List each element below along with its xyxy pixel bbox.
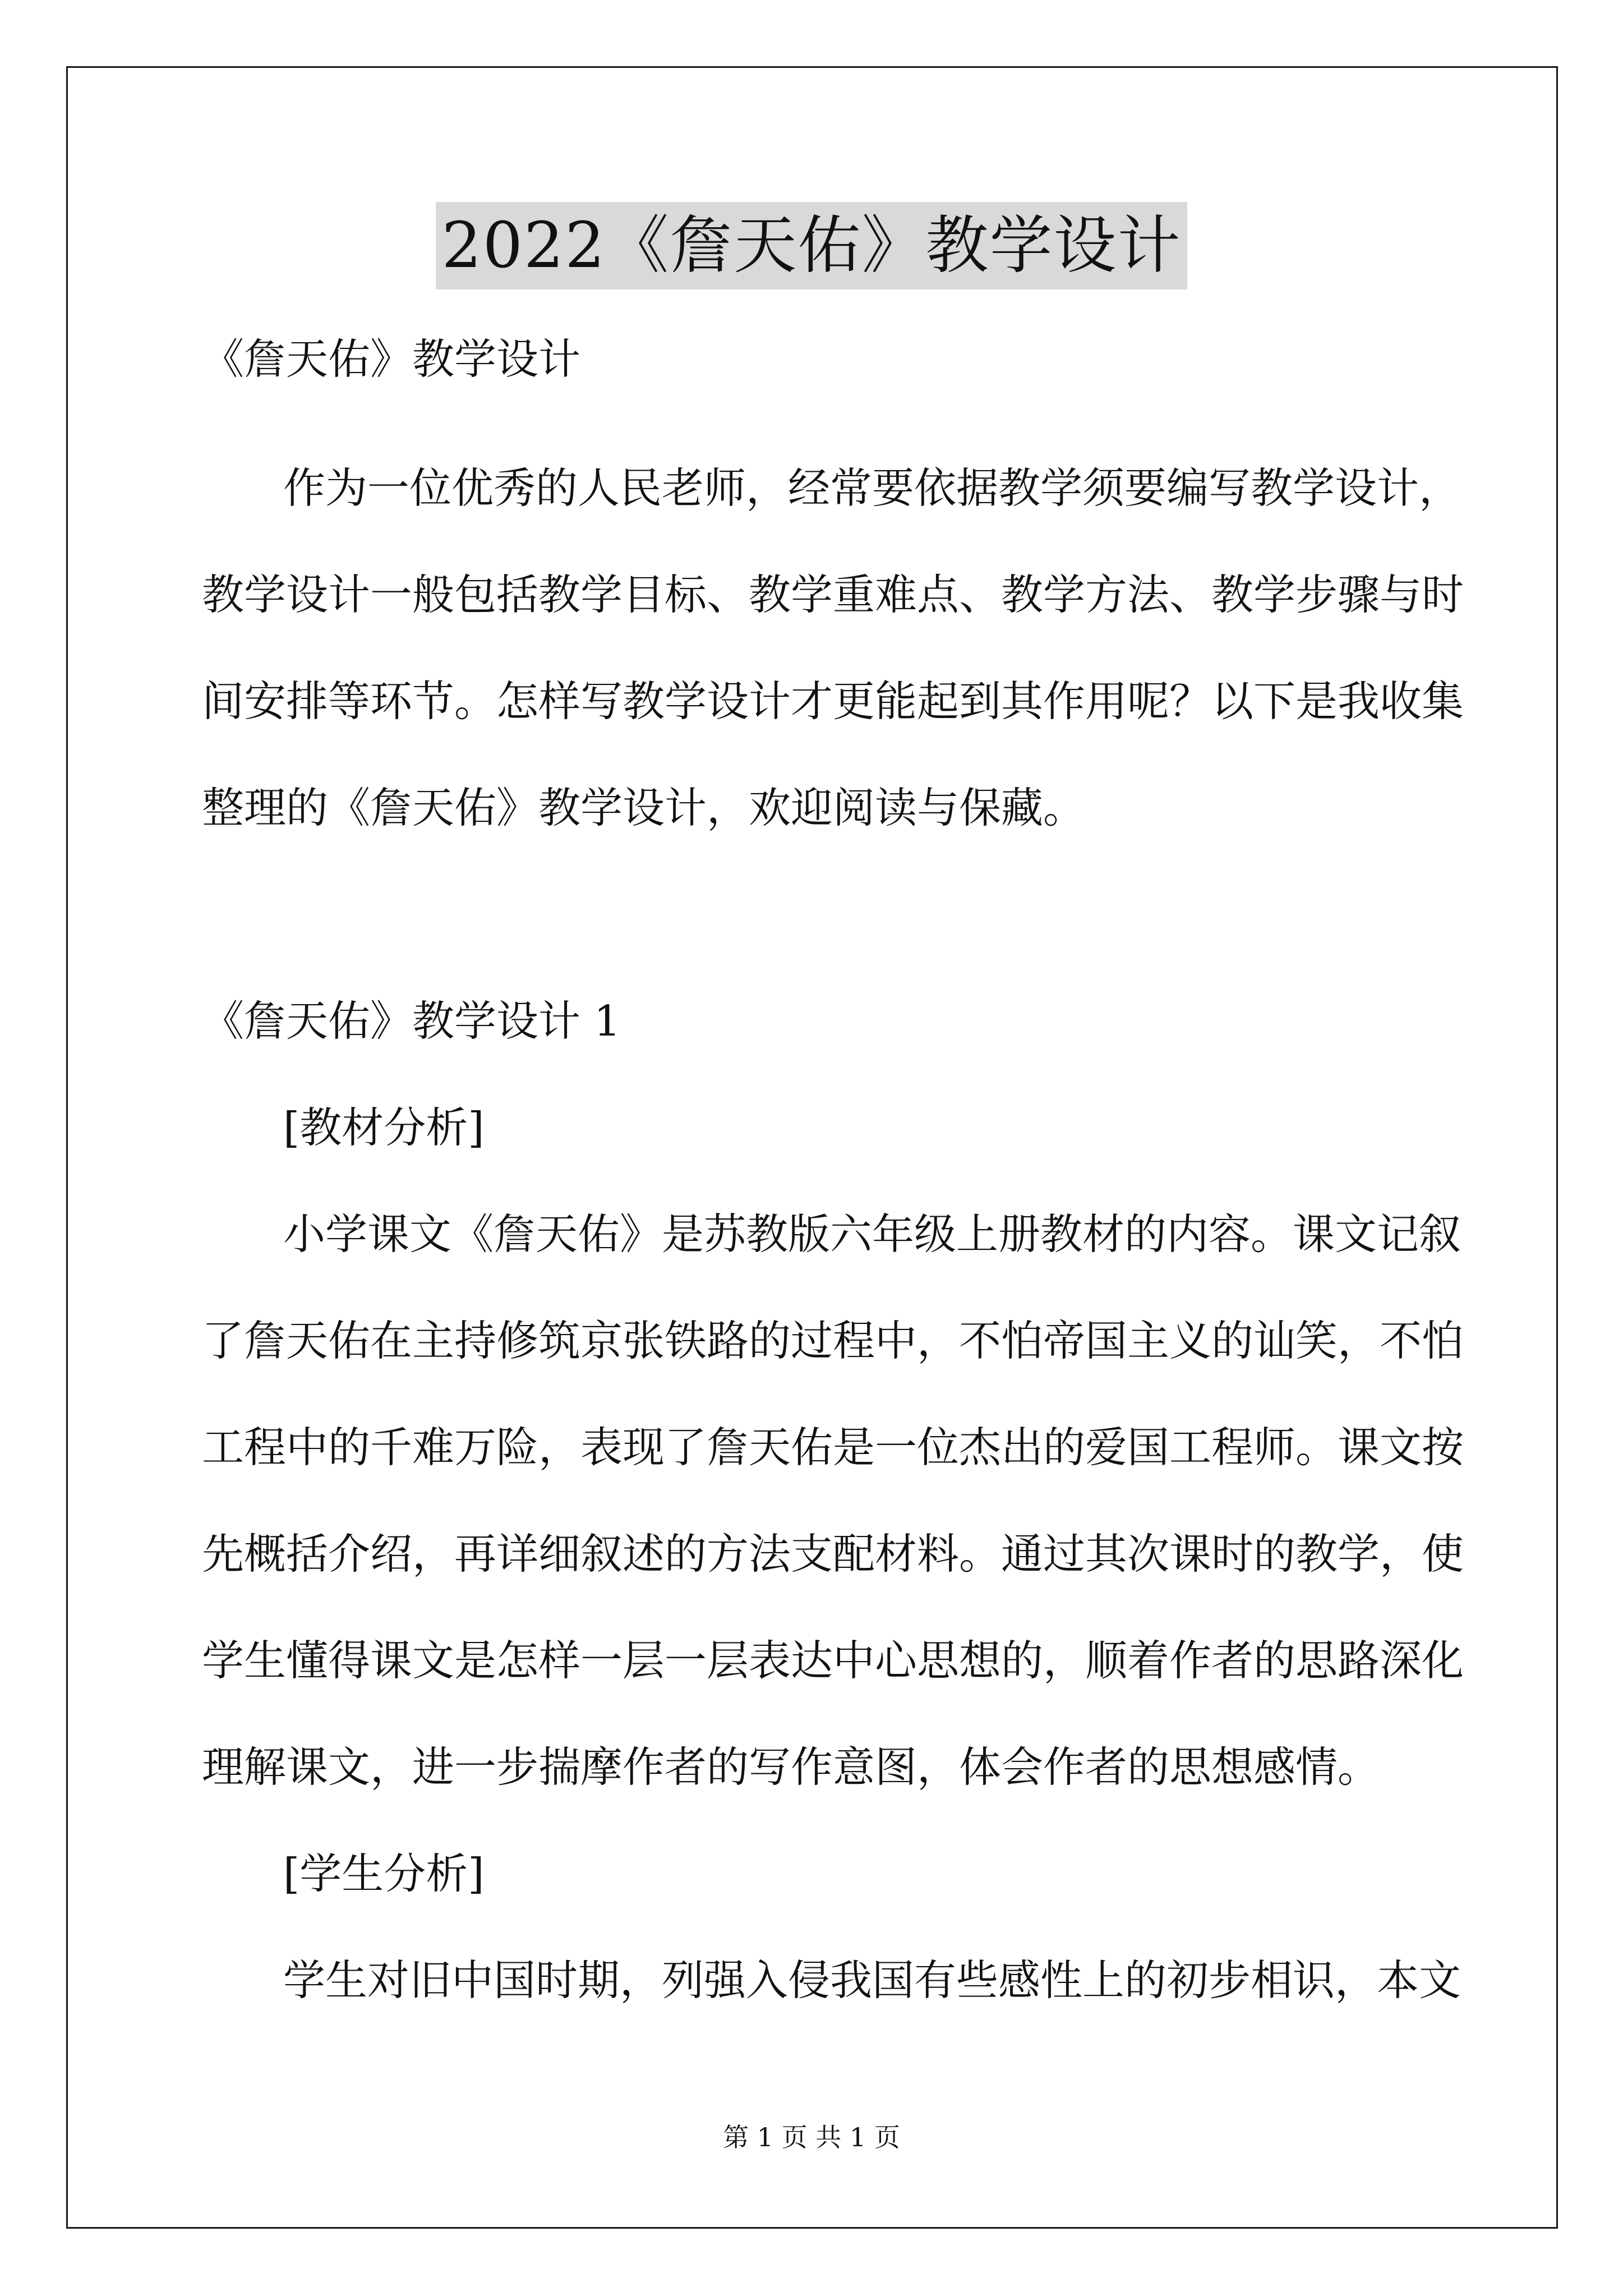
subtitle-line: 《詹天佑》教学设计: [202, 334, 581, 384]
paragraph-line: 教学设计一般包括教学目标、教学重难点、教学方法、教学步骤与时: [202, 570, 1464, 619]
paragraph-line: 工程中的千难万险，表现了詹天佑是一位杰出的爱国工程师。课文按: [202, 1423, 1464, 1472]
paragraph-line: 作为一位优秀的人民老师，经常要依据教学须要编写教学设计，: [283, 463, 1461, 513]
title-container: [0, 202, 1623, 289]
section-heading: 《詹天佑》教学设计 1: [202, 996, 621, 1046]
subsection-heading: [教材分析]: [283, 1103, 485, 1152]
paragraph-line: 学生懂得课文是怎样一层一层表达中心思想的，顺着作者的思路深化: [202, 1636, 1464, 1685]
document-title: 2022《詹天佑》教学设计: [436, 202, 1187, 289]
paragraph-line: 了詹天佑在主持修筑京张铁路的过程中，不怕帝国主义的讪笑，不怕: [202, 1316, 1464, 1365]
page-footer: 第 1 页 共 1 页: [723, 2122, 900, 2152]
paragraph-line: 整理的《詹天佑》教学设计，欢迎阅读与保藏。: [202, 783, 1086, 832]
paragraph-line: 理解课文，进一步揣摩作者的写作意图，体会作者的思想感情。: [202, 1742, 1380, 1792]
paragraph-line: 小学课文《詹天佑》是苏教版六年级上册教材的内容。课文记叙: [283, 1209, 1461, 1259]
paragraph-line: 学生对旧中国时期，列强入侵我国有些感性上的初步相识，本文: [283, 1955, 1461, 2005]
subsection-heading: [学生分析]: [283, 1849, 485, 1898]
paragraph-line: 间安排等环节。怎样写教学设计才更能起到其作用呢？以下是我收集: [202, 677, 1464, 726]
paragraph-line: 先概括介绍，再详细叙述的方法支配材料。通过其次课时的教学，使: [202, 1529, 1464, 1579]
